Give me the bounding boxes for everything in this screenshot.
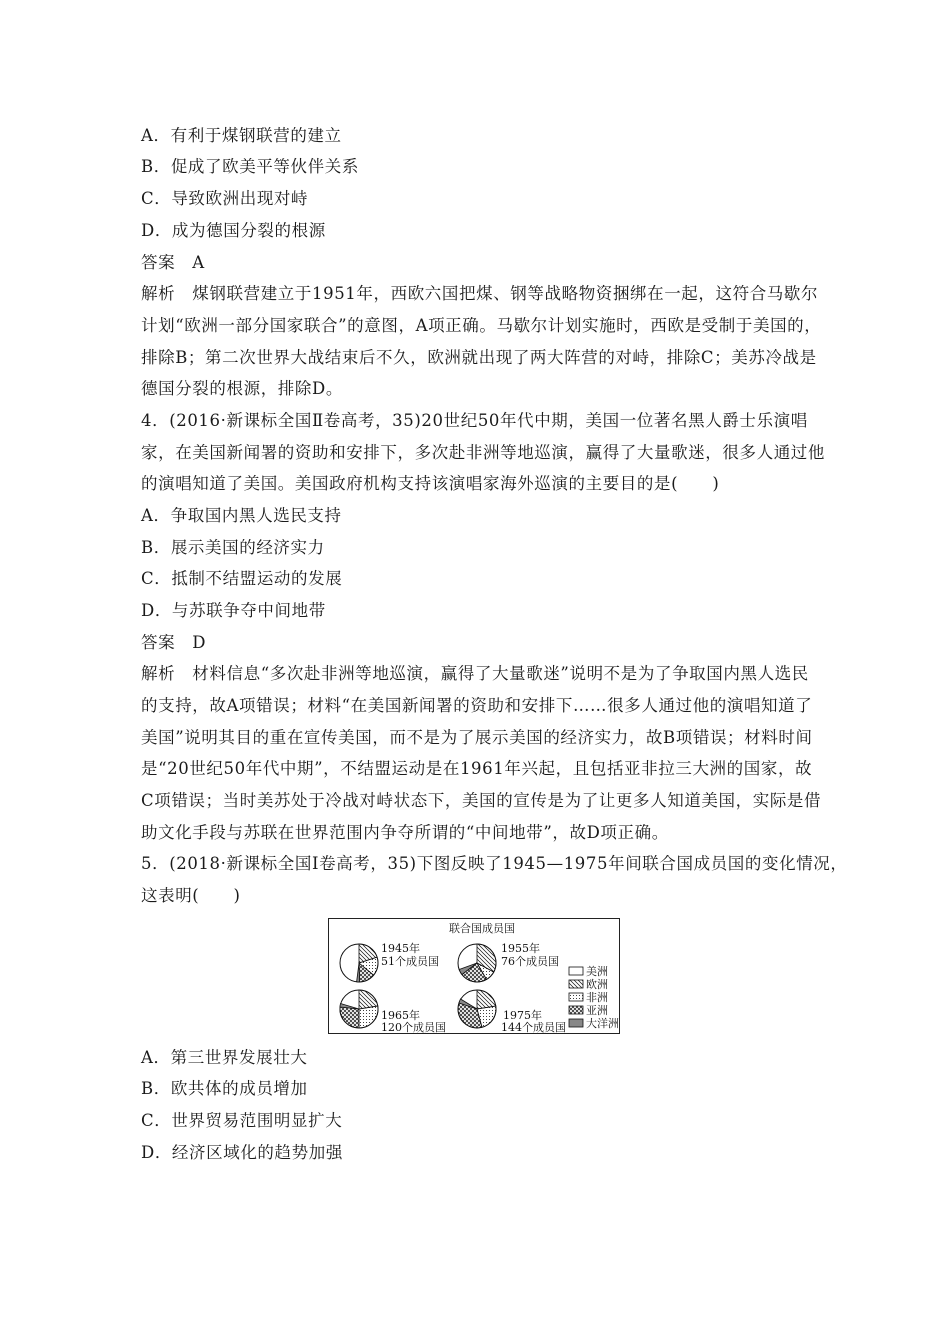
legend-swatch-asia xyxy=(569,1006,583,1014)
pie-1965-count: 120个成员国 xyxy=(381,1021,446,1033)
option-a-q3: A．有利于煤钢联营的建立 xyxy=(141,126,342,145)
option-c-q4: C．抵制不结盟运动的发展 xyxy=(141,569,343,588)
analysis-q3-line-4: 德国分裂的根源，排除D。 xyxy=(141,379,343,398)
answer-q4: 答案 D xyxy=(141,633,207,652)
analysis-q4-line-1: 解析 材料信息“多次赴非洲等地巡演，赢得了大量歌迷”说明不是为了争取国内黑人选民 xyxy=(141,664,809,683)
question-4-line-1: 4．(2016·新课标全国Ⅱ卷高考，35)20世纪50年代中期，美国一位著名黑人爵士乐演唱 xyxy=(141,411,808,430)
legend-label-asia: 亚洲 xyxy=(586,1004,608,1017)
legend-label-africa: 非洲 xyxy=(586,991,608,1004)
analysis-q4-line-6: 助文化手段与苏联在世界范围内争夺所谓的“中间地带”，故D项正确。 xyxy=(141,823,669,842)
question-5-line-1: 5．(2018·新课标全国Ⅰ卷高考，35)下图反映了1945—1975年间联合国成员国的变化情况， xyxy=(141,854,848,873)
pie-1975-year: 1975年 xyxy=(503,1009,542,1022)
analysis-q4-line-3: 美国”说明其目的重在宣传美国，而不是为了展示美国的经济实力，故B项错误；材料时间 xyxy=(141,728,813,747)
question-4-line-2: 家，在美国新闻署的资助和安排下，多次赴非洲等地巡演，赢得了大量歌迷，很多人通过他 xyxy=(141,443,825,462)
analysis-q4-line-4: 是“20世纪50年代中期”，不结盟运动是在1961年兴起，且包括亚非拉三大洲的国家，故 xyxy=(141,759,813,778)
option-d-q3: D．成为德国分裂的根源 xyxy=(141,221,326,240)
analysis-q3-line-1: 解析 煤钢联营建立于1951年，西欧六国把煤、钢等战略物资捆绑在一起，这符合马歇尔 xyxy=(141,284,819,303)
option-b-q3: B．促成了欧美平等伙伴关系 xyxy=(141,157,359,176)
legend-label-americas: 美洲 xyxy=(586,965,608,978)
legend-swatch-europe xyxy=(569,980,583,988)
legend-swatch-oceania xyxy=(569,1019,583,1027)
option-d-q4: D．与苏联争夺中间地带 xyxy=(141,601,326,620)
pie-1955-count: 76个成员国 xyxy=(501,955,559,968)
analysis-q3-line-2: 计划“欧洲一部分国家联合”的意图，A项正确。马歇尔计划实施时，西欧是受制于美国的， xyxy=(141,316,822,335)
pie-1945-count: 51个成员国 xyxy=(381,955,439,968)
answer-q3: 答案 A xyxy=(141,253,205,272)
pie-1945 xyxy=(340,944,378,982)
pie-1945-year: 1945年 xyxy=(381,942,420,955)
analysis-q4-line-5: C项错误；当时美苏处于冷战对峙状态下，美国的宣传是为了让更多人知道美国，实际是借 xyxy=(141,791,822,810)
legend-label-europe: 欧洲 xyxy=(586,978,608,991)
question-5-line-2: 这表明( ) xyxy=(141,886,241,905)
pie-1965 xyxy=(340,990,378,1028)
pie-1955-year: 1955年 xyxy=(501,942,540,955)
question-4-line-3: 的演唱知道了美国。美国政府机构支持该演唱家海外巡演的主要目的是( ) xyxy=(141,474,720,493)
option-a-q5: A．第三世界发展壮大 xyxy=(141,1048,308,1067)
legend-swatch-americas xyxy=(569,967,583,975)
legend-label-oceania: 大洋洲 xyxy=(586,1017,619,1030)
pie-1965-year: 1965年 xyxy=(381,1009,420,1022)
figure-legend xyxy=(569,965,619,1030)
pie-1955 xyxy=(458,944,496,982)
un-membership-figure xyxy=(328,918,620,1034)
analysis-q3-line-3: 排除B；第二次世界大战结束后不久，欧洲就出现了两大阵营的对峙，排除C；美苏冷战是 xyxy=(141,348,817,367)
option-a-q4: A．争取国内黑人选民支持 xyxy=(141,506,342,525)
legend-swatch-africa xyxy=(569,993,583,1001)
pie-1965-asia xyxy=(340,1007,359,1028)
pie-1965-africa xyxy=(359,1006,378,1028)
option-b-q4: B．展示美国的经济实力 xyxy=(141,538,325,557)
pie-1975 xyxy=(458,990,496,1028)
pie-1975-count: 144个成员国 xyxy=(501,1021,566,1033)
option-d-q5: D．经济区域化的趋势加强 xyxy=(141,1143,343,1162)
analysis-q4-line-2: 的支持，故A项错误；材料“在美国新闻署的资助和安排下……很多人通过他的演唱知道了 xyxy=(141,696,813,715)
option-c-q5: C．世界贸易范围明显扩大 xyxy=(141,1111,343,1130)
option-b-q5: B．欧共体的成员增加 xyxy=(141,1079,308,1098)
option-c-q3: C．导致欧洲出现对峙 xyxy=(141,189,309,208)
figure-title: 联合国成员国 xyxy=(449,922,515,935)
